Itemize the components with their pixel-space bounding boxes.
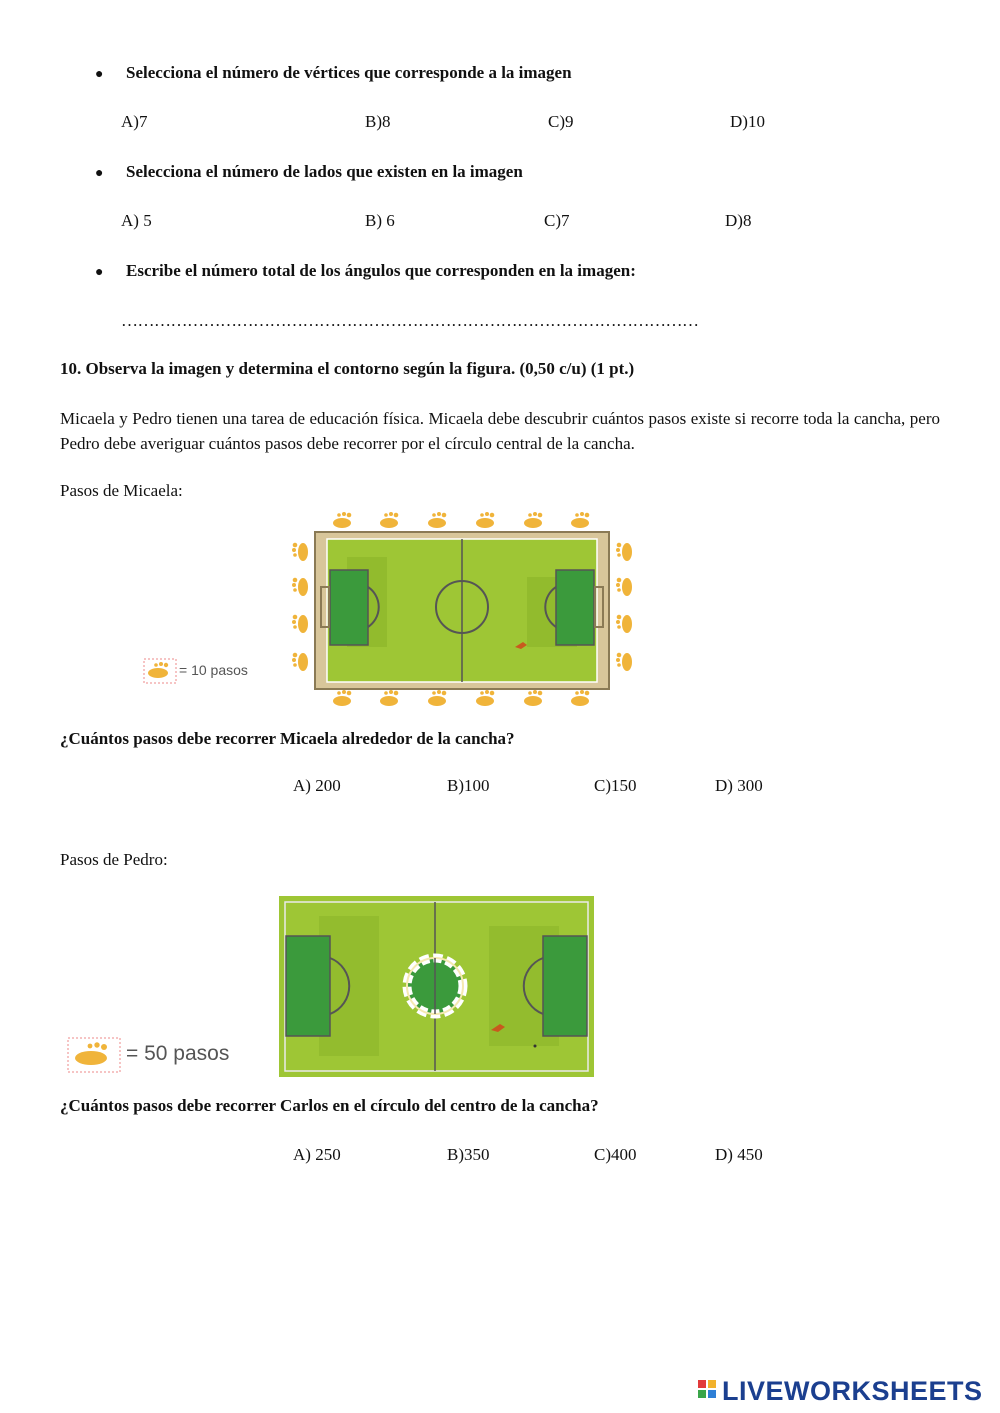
q1-option-d[interactable]: D)10 [730, 112, 765, 131]
micaela-question: ¿Cuántos pasos debe recorrer Micaela alrededor de la cancha? [60, 729, 515, 748]
footprint-icon [616, 615, 632, 633]
question-2-prompt: Selecciona el número de lados que existen en la imagen [126, 162, 523, 181]
pedro-label: Pasos de Pedro: [60, 850, 168, 869]
q2-option-b[interactable]: B) 6 [365, 211, 395, 230]
footprint-icon [616, 653, 632, 671]
micaela-option-b[interactable]: B)100 [447, 776, 490, 795]
footprint-icon [333, 690, 351, 706]
section-10-paragraph: Micaela y Pedro tienen una tarea de educación física. Micaela debe descubrir cuántos pasos existe si recorre toda la cancha, pero Pedro debe averiguar cuántos pasos debe recorrer por el círculo central de la cancha. [60, 409, 940, 453]
footprint-icon [428, 512, 446, 528]
q2-option-d[interactable]: D)8 [725, 211, 752, 230]
section-10-title: 10. Observa la imagen y determina el contorno según la figura. (0,50 c/u) (1 pt.) [60, 359, 635, 378]
micaela-option-a[interactable]: A) 200 [293, 776, 341, 795]
footprint-icon [380, 512, 398, 528]
footprint-icon [616, 578, 632, 596]
footprint-icon [524, 690, 542, 706]
micaela-option-c[interactable]: C)150 [594, 776, 637, 795]
footprint-icon [524, 512, 542, 528]
footprint-legend-icon [67, 1037, 121, 1073]
footprint-icon [292, 543, 308, 561]
question-1-prompt: Selecciona el número de vértices que corresponde a la imagen [126, 63, 572, 82]
q1-option-c[interactable]: C)9 [548, 112, 574, 131]
q1-option-a[interactable]: A)7 [121, 112, 148, 131]
footprint-icon [292, 615, 308, 633]
footprint-icon [571, 690, 589, 706]
micaela-field-image [287, 507, 637, 712]
footprint-icon [292, 578, 308, 596]
micaela-label: Pasos de Micaela: [60, 481, 183, 500]
q2-option-a[interactable]: A) 5 [121, 211, 152, 230]
bullet: ● [95, 67, 104, 82]
pedro-option-d[interactable]: D) 450 [715, 1145, 763, 1164]
q2-option-c[interactable]: C)7 [544, 211, 570, 230]
pedro-question: ¿Cuántos pasos debe recorrer Carlos en el círculo del centro de la cancha? [60, 1096, 599, 1115]
pedro-option-c[interactable]: C)400 [594, 1145, 637, 1164]
pedro-option-a[interactable]: A) 250 [293, 1145, 341, 1164]
footprint-icon [380, 690, 398, 706]
footprint-legend-icon [143, 658, 177, 684]
footprint-icon [333, 512, 351, 528]
q1-option-b[interactable]: B)8 [365, 112, 391, 131]
micaela-option-d[interactable]: D) 300 [715, 776, 763, 795]
answer-line[interactable]: …………………………………………………………………………………………… [121, 311, 699, 330]
footprint-icon [476, 690, 494, 706]
footprint-icon [476, 512, 494, 528]
bullet: ● [95, 265, 104, 280]
footprint-icon [616, 543, 632, 561]
liveworksheets-brand[interactable]: LIVEWORKSHEETS [722, 1376, 983, 1406]
pedro-field-image [279, 896, 594, 1077]
liveworksheets-logo-icon [698, 1380, 720, 1402]
footprint-icon [428, 690, 446, 706]
bullet: ● [95, 166, 104, 181]
pedro-option-b[interactable]: B)350 [447, 1145, 490, 1164]
footprint-icon [571, 512, 589, 528]
pedro-legend: = 50 pasos [126, 1042, 230, 1065]
footprint-icon [292, 653, 308, 671]
question-3-prompt: Escribe el número total de los ángulos que corresponden en la imagen: [126, 261, 636, 280]
micaela-legend: = 10 pasos [179, 662, 248, 678]
